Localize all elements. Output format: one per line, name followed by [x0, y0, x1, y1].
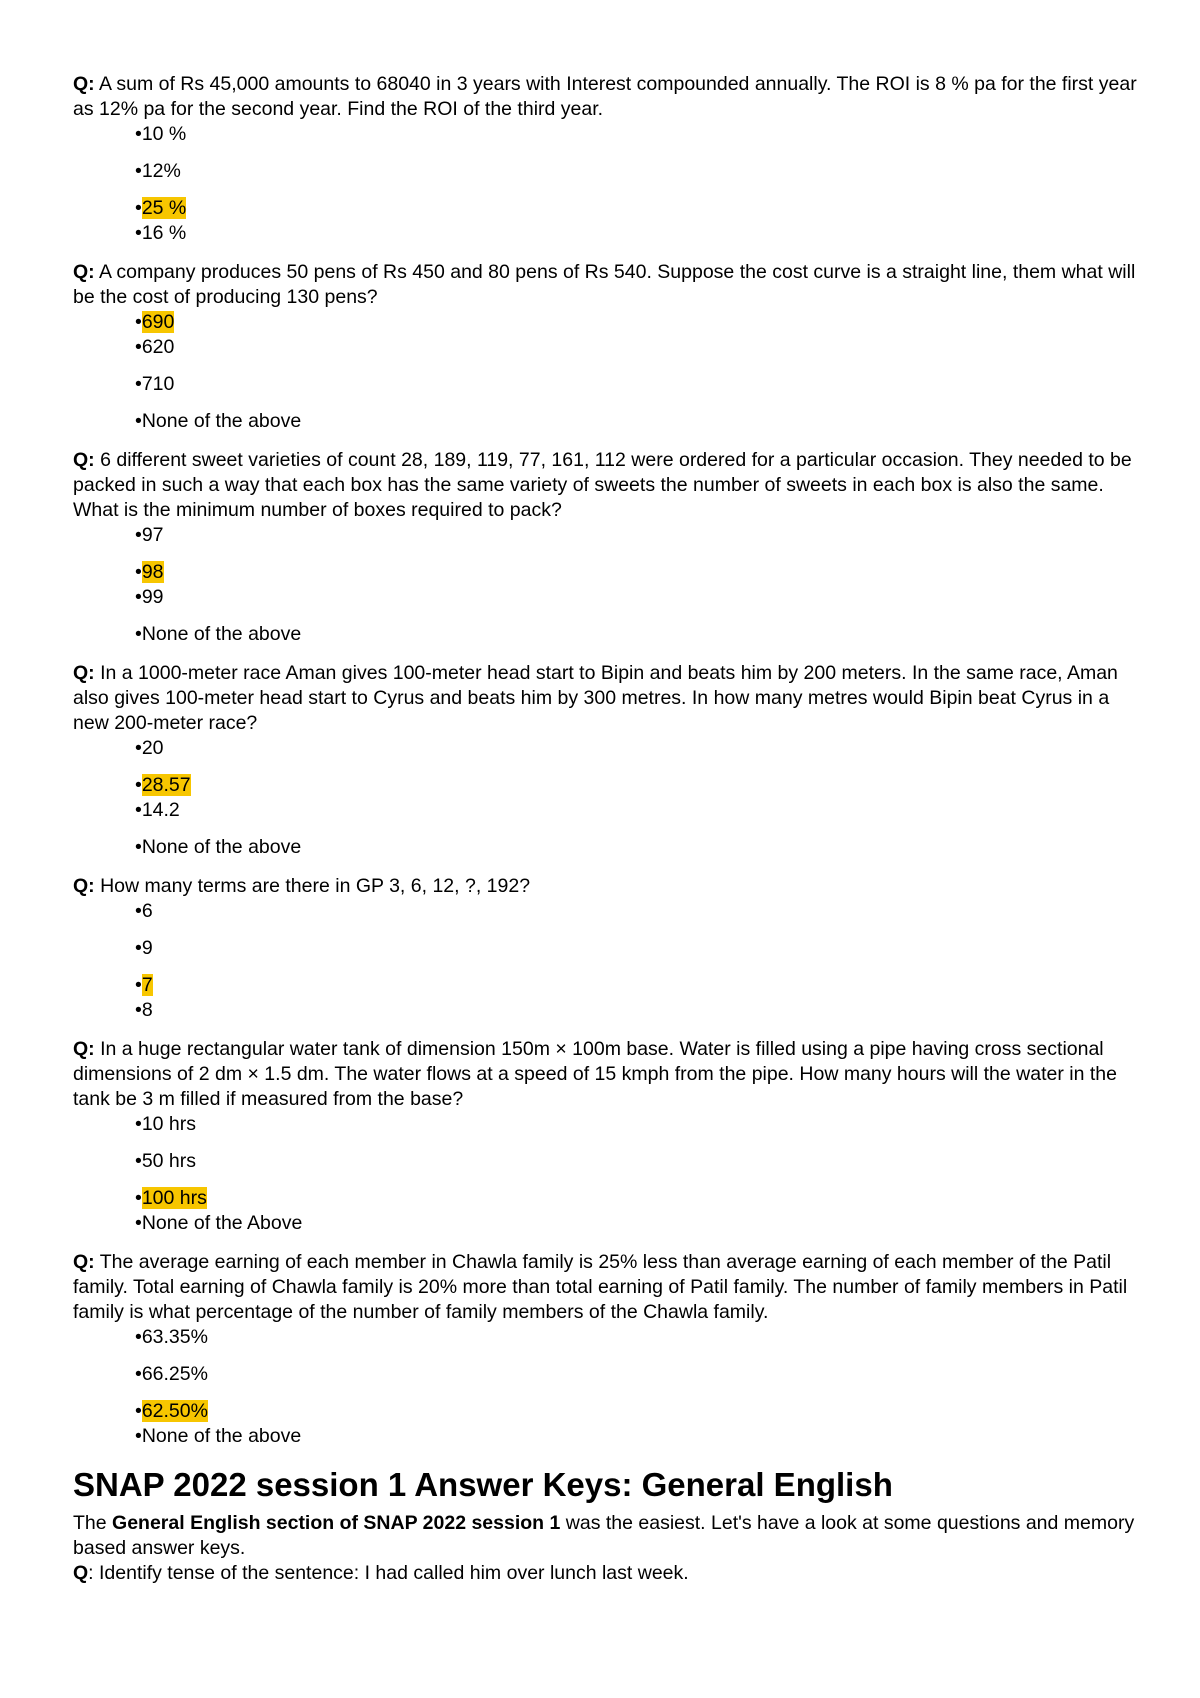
option-text: 16 % — [141, 222, 187, 244]
option-answer — [135, 773, 1143, 798]
question-body: In a huge rectangular water tank of dimension 150m × 100m base. Water is filled using a pipe having cross sectional dimensions of 2 dm × 1.5 dm. The water flows at a speed of 15 kmph from the pipe. How many hours will the water in the tank be 3 m filled if measured from the base? — [73, 1038, 1117, 1110]
option — [135, 998, 1143, 1023]
question-block — [73, 72, 1143, 246]
option — [135, 372, 1143, 397]
option — [135, 335, 1143, 360]
option — [135, 798, 1143, 823]
question-block — [73, 448, 1143, 647]
question-block — [73, 661, 1143, 860]
question-text — [73, 1561, 1143, 1586]
section-heading: SNAP 2022 session 1 Answer Keys: General English — [73, 1466, 893, 1503]
question-text — [73, 448, 1143, 523]
question-text — [73, 661, 1143, 736]
question-body: A company produces 50 pens of Rs 450 and 80 pens of Rs 540. Suppose the cost curve is a straight line, them what will be the cost of producing 130 pens? — [73, 261, 1136, 308]
option — [135, 1362, 1143, 1387]
option — [135, 122, 1143, 147]
bullet: • — [135, 123, 142, 145]
option-text: 8 — [141, 999, 153, 1021]
intro-text: The — [73, 1512, 113, 1534]
bullet: • — [135, 1425, 142, 1447]
bullet: • — [135, 799, 142, 821]
option — [135, 899, 1143, 924]
question-block — [73, 874, 1143, 1023]
question-label: Q — [73, 1562, 89, 1584]
bullet: • — [135, 311, 142, 333]
option — [135, 159, 1143, 184]
option — [135, 1211, 1143, 1236]
option-text-highlighted: 100 hrs — [141, 1187, 207, 1209]
bullet: • — [135, 524, 142, 546]
option — [135, 835, 1143, 860]
question-body: A sum of Rs 45,000 amounts to 68040 in 3 years with Interest compounded annually. The ROI is 8 % pa for the first year as 12% pa for the second year. Find the ROI of the third year. — [73, 73, 1137, 120]
bullet: • — [135, 737, 142, 759]
option — [135, 1424, 1143, 1449]
bullet: • — [135, 1187, 142, 1209]
option-text-highlighted: 7 — [141, 974, 153, 996]
option-text: 97 — [141, 524, 164, 546]
intro-text-rest: was the easiest. Let's have a look at some questions and memory based answer keys. — [73, 1512, 1135, 1559]
option-text: 14.2 — [141, 799, 180, 821]
question-block — [73, 260, 1143, 434]
option-text: 6 — [141, 900, 153, 922]
bullet: • — [135, 1150, 142, 1172]
question-label: Q: — [73, 73, 95, 95]
bullet: • — [135, 197, 142, 219]
question-body: How many terms are there in GP 3, 6, 12, ?, 192? — [100, 875, 531, 897]
option-answer — [135, 310, 1143, 335]
option — [135, 221, 1143, 246]
bullet: • — [135, 410, 142, 432]
bullet: • — [135, 1326, 142, 1348]
option-text: 66.25% — [141, 1363, 208, 1385]
option-text-highlighted: 28.57 — [141, 774, 191, 796]
bullet: • — [135, 586, 142, 608]
option — [135, 622, 1143, 647]
option-answer — [135, 196, 1143, 221]
bullet: • — [135, 1363, 142, 1385]
intro-bold-text: General English section of SNAP 2022 session 1 — [112, 1512, 561, 1534]
bullet: • — [135, 561, 142, 583]
question-block — [73, 1037, 1143, 1236]
question-body: 6 different sweet varieties of count 28, 189, 119, 77, 161, 112 were ordered for a particular occasion. They needed to be packed in such a way that each box has the same variety of sweets the number of sweets in each box is also the same. What is the minimum number of boxes required to pack? — [73, 449, 1132, 521]
bullet: • — [135, 999, 142, 1021]
bullet: • — [135, 974, 142, 996]
option — [135, 409, 1143, 434]
question-label: Q: — [73, 261, 95, 283]
bullet: • — [135, 900, 142, 922]
option-text: None of the above — [141, 836, 302, 858]
option-text-highlighted: 98 — [141, 561, 164, 583]
option-text: 10 % — [141, 123, 187, 145]
option-text: 620 — [141, 336, 175, 358]
question-text — [73, 1250, 1143, 1325]
option — [135, 523, 1143, 548]
option-text-highlighted: 690 — [141, 311, 175, 333]
option-text-highlighted: 25 % — [141, 197, 187, 219]
question-label: Q: — [73, 875, 95, 897]
bullet: • — [135, 160, 142, 182]
option-answer — [135, 973, 1143, 998]
question-text — [73, 1037, 1143, 1112]
bullet: • — [135, 623, 142, 645]
option-text: 710 — [141, 373, 175, 395]
option-text: 50 hrs — [141, 1150, 197, 1172]
question-label: Q: — [73, 449, 95, 471]
option-text: 9 — [141, 937, 153, 959]
option — [135, 936, 1143, 961]
bullet: • — [135, 373, 142, 395]
option-text: None of the above — [141, 1425, 302, 1447]
option-text: 20 — [141, 737, 164, 759]
option-answer — [135, 1186, 1143, 1211]
bullet: • — [135, 1400, 142, 1422]
bullet: • — [135, 836, 142, 858]
option — [135, 1112, 1143, 1137]
bullet: • — [135, 1212, 142, 1234]
bullet: • — [135, 937, 142, 959]
option-text: 12% — [141, 160, 181, 182]
section-intro — [73, 1511, 1143, 1561]
question-body: In a 1000-meter race Aman gives 100-meter head start to Bipin and beats him by 200 meters. In the same race, Aman also gives 100-meter head start to Cyrus and beats him by 300 metres. In how many metres would Bipin beat Cyrus in a new 200-meter race? — [73, 662, 1118, 734]
option-text: None of the above — [141, 410, 302, 432]
option-answer — [135, 560, 1143, 585]
question-block — [73, 1250, 1143, 1449]
question-text — [73, 874, 1143, 899]
bullet: • — [135, 222, 142, 244]
bullet: • — [135, 1113, 142, 1135]
option-text: 99 — [141, 586, 164, 608]
option-answer — [135, 1399, 1143, 1424]
question-label: Q: — [73, 1038, 95, 1060]
bullet: • — [135, 336, 142, 358]
question-text — [73, 260, 1143, 310]
option — [135, 736, 1143, 761]
option — [135, 585, 1143, 610]
option-text: None of the above — [141, 623, 302, 645]
question-body: : Identify tense of the sentence: I had called him over lunch last week. — [88, 1562, 689, 1584]
bullet: • — [135, 774, 142, 796]
option-text: 63.35% — [141, 1326, 208, 1348]
document-page — [73, 72, 1143, 1586]
question-body: The average earning of each member in Chawla family is 25% less than average earning of each member of the Patil family. Total earning of Chawla family is 20% more than total earning of Patil family. The number of family members in Patil family is what percentage of the number of family members of the Chawla family. — [73, 1251, 1128, 1323]
option — [135, 1149, 1143, 1174]
option-text: 10 hrs — [141, 1113, 197, 1135]
option-text-highlighted: 62.50% — [141, 1400, 208, 1422]
option-text: None of the Above — [141, 1212, 303, 1234]
option — [135, 1325, 1143, 1350]
question-label: Q: — [73, 662, 95, 684]
question-text — [73, 72, 1143, 122]
question-label: Q: — [73, 1251, 95, 1273]
